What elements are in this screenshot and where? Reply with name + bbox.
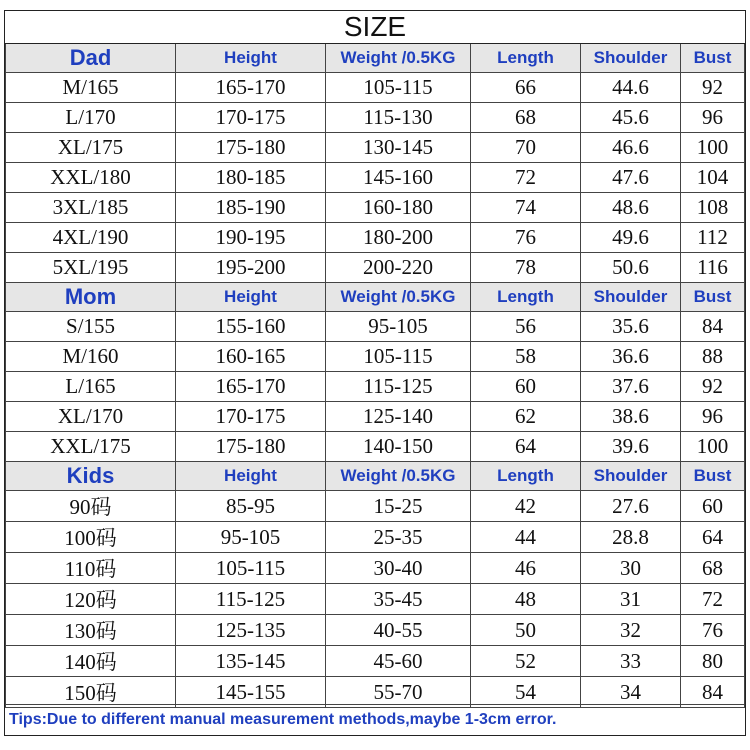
size-value: 125-135: [176, 615, 326, 646]
size-value: 125-140: [326, 402, 471, 432]
size-label: 90码: [6, 491, 176, 522]
size-value: 39.6: [581, 432, 681, 462]
column-header: Shoulder: [581, 283, 681, 312]
size-value: 48: [471, 584, 581, 615]
size-value: 45.6: [581, 103, 681, 133]
size-value: 115-130: [326, 103, 471, 133]
table-row: [6, 677, 745, 708]
table-row: [6, 491, 745, 522]
size-value: 175-180: [176, 133, 326, 163]
table-row: [6, 432, 745, 462]
table-row: [6, 522, 745, 553]
size-value: 33: [581, 646, 681, 677]
size-value: 64: [471, 432, 581, 462]
size-value: 72: [471, 163, 581, 193]
size-value: 50: [471, 615, 581, 646]
size-value: 160-165: [176, 342, 326, 372]
size-value: 74: [471, 193, 581, 223]
column-header: Length: [471, 283, 581, 312]
table-row: [6, 193, 745, 223]
size-value: 68: [681, 553, 745, 584]
size-value: 85-95: [176, 491, 326, 522]
size-value: 27.6: [581, 491, 681, 522]
size-value: 64: [681, 522, 745, 553]
size-label: 100码: [6, 522, 176, 553]
size-label: L/165: [6, 372, 176, 402]
size-value: 32: [581, 615, 681, 646]
size-value: 46: [471, 553, 581, 584]
size-value: 50.6: [581, 253, 681, 283]
size-value: 92: [681, 73, 745, 103]
size-value: 92: [681, 372, 745, 402]
size-value: 165-170: [176, 73, 326, 103]
size-value: 55-70: [326, 677, 471, 708]
size-value: 46.6: [581, 133, 681, 163]
size-value: 145-160: [326, 163, 471, 193]
size-value: 60: [471, 372, 581, 402]
size-value: 135-145: [176, 646, 326, 677]
column-header: Length: [471, 44, 581, 73]
size-value: 28.8: [581, 522, 681, 553]
size-value: 105-115: [326, 73, 471, 103]
group-name: Kids: [6, 462, 176, 491]
size-value: 62: [471, 402, 581, 432]
column-header: Height: [176, 462, 326, 491]
size-value: 140-150: [326, 432, 471, 462]
size-value: 170-175: [176, 103, 326, 133]
size-value: 165-170: [176, 372, 326, 402]
size-value: 96: [681, 402, 745, 432]
size-value: 190-195: [176, 223, 326, 253]
size-value: 30: [581, 553, 681, 584]
size-value: 95-105: [176, 522, 326, 553]
group-name: Mom: [6, 283, 176, 312]
size-value: 180-185: [176, 163, 326, 193]
size-value: 195-200: [176, 253, 326, 283]
size-value: 180-200: [326, 223, 471, 253]
size-label: M/165: [6, 73, 176, 103]
size-label: S/155: [6, 312, 176, 342]
size-value: 95-105: [326, 312, 471, 342]
column-header: Shoulder: [581, 462, 681, 491]
chart-title: SIZE: [5, 11, 745, 44]
column-header: Bust: [681, 283, 745, 312]
column-header: Height: [176, 283, 326, 312]
size-value: 42: [471, 491, 581, 522]
size-label: XL/170: [6, 402, 176, 432]
size-value: 60: [681, 491, 745, 522]
size-value: 15-25: [326, 491, 471, 522]
size-value: 185-190: [176, 193, 326, 223]
size-value: 56: [471, 312, 581, 342]
group-header-kids: [6, 462, 745, 491]
size-label: 3XL/185: [6, 193, 176, 223]
size-label: 150码: [6, 677, 176, 708]
size-value: 100: [681, 133, 745, 163]
size-value: 37.6: [581, 372, 681, 402]
table-row: [6, 584, 745, 615]
size-value: 84: [681, 312, 745, 342]
size-label: 5XL/195: [6, 253, 176, 283]
table-row: [6, 312, 745, 342]
table-row: [6, 615, 745, 646]
size-value: 170-175: [176, 402, 326, 432]
table-row: [6, 163, 745, 193]
size-value: 35-45: [326, 584, 471, 615]
size-value: 175-180: [176, 432, 326, 462]
size-value: 105-115: [176, 553, 326, 584]
size-value: 30-40: [326, 553, 471, 584]
size-value: 40-55: [326, 615, 471, 646]
size-value: 48.6: [581, 193, 681, 223]
size-value: 45-60: [326, 646, 471, 677]
size-value: 54: [471, 677, 581, 708]
table-row: [6, 73, 745, 103]
size-value: 112: [681, 223, 745, 253]
size-label: M/160: [6, 342, 176, 372]
column-header: Bust: [681, 44, 745, 73]
table-row: [6, 253, 745, 283]
column-header: Weight /0.5KG: [326, 283, 471, 312]
group-header-mom: [6, 283, 745, 312]
size-value: 130-145: [326, 133, 471, 163]
size-value: 58: [471, 342, 581, 372]
table-row: [6, 133, 745, 163]
size-value: 36.6: [581, 342, 681, 372]
column-header: Length: [471, 462, 581, 491]
size-label: 140码: [6, 646, 176, 677]
size-value: 34: [581, 677, 681, 708]
size-value: 72: [681, 584, 745, 615]
size-value: 38.6: [581, 402, 681, 432]
size-value: 155-160: [176, 312, 326, 342]
size-value: 105-115: [326, 342, 471, 372]
size-value: 52: [471, 646, 581, 677]
size-value: 35.6: [581, 312, 681, 342]
size-value: 88: [681, 342, 745, 372]
size-value: 80: [681, 646, 745, 677]
column-header: Weight /0.5KG: [326, 462, 471, 491]
table-row: [6, 402, 745, 432]
size-label: 110码: [6, 553, 176, 584]
column-header: Height: [176, 44, 326, 73]
table-row: [6, 342, 745, 372]
column-header: Bust: [681, 462, 745, 491]
group-name: Dad: [6, 44, 176, 73]
size-value: 76: [471, 223, 581, 253]
size-value: 104: [681, 163, 745, 193]
size-value: 116: [681, 253, 745, 283]
size-value: 76: [681, 615, 745, 646]
column-header: Weight /0.5KG: [326, 44, 471, 73]
size-value: 78: [471, 253, 581, 283]
size-value: 68: [471, 103, 581, 133]
table-row: [6, 553, 745, 584]
column-header: Shoulder: [581, 44, 681, 73]
size-value: 31: [581, 584, 681, 615]
size-value: 44: [471, 522, 581, 553]
size-label: L/170: [6, 103, 176, 133]
table-row: [6, 372, 745, 402]
size-label: 4XL/190: [6, 223, 176, 253]
size-value: 200-220: [326, 253, 471, 283]
size-value: 145-155: [176, 677, 326, 708]
size-label: XL/175: [6, 133, 176, 163]
size-value: 96: [681, 103, 745, 133]
size-value: 160-180: [326, 193, 471, 223]
size-label: XXL/175: [6, 432, 176, 462]
size-value: 70: [471, 133, 581, 163]
size-label: 120码: [6, 584, 176, 615]
size-label: 130码: [6, 615, 176, 646]
table-row: [6, 103, 745, 133]
size-value: 47.6: [581, 163, 681, 193]
group-header-dad: [6, 44, 745, 73]
size-chart: [4, 10, 746, 736]
size-value: 100: [681, 432, 745, 462]
size-label: XXL/180: [6, 163, 176, 193]
table-row: [6, 223, 745, 253]
size-value: 108: [681, 193, 745, 223]
size-value: 115-125: [176, 584, 326, 615]
size-value: 84: [681, 677, 745, 708]
tips-note: Tips:Due to different manual measurement methods,maybe 1-3cm error.: [5, 704, 745, 735]
size-value: 115-125: [326, 372, 471, 402]
size-value: 49.6: [581, 223, 681, 253]
size-value: 44.6: [581, 73, 681, 103]
size-value: 25-35: [326, 522, 471, 553]
size-table: [5, 44, 745, 708]
table-row: [6, 646, 745, 677]
size-value: 66: [471, 73, 581, 103]
